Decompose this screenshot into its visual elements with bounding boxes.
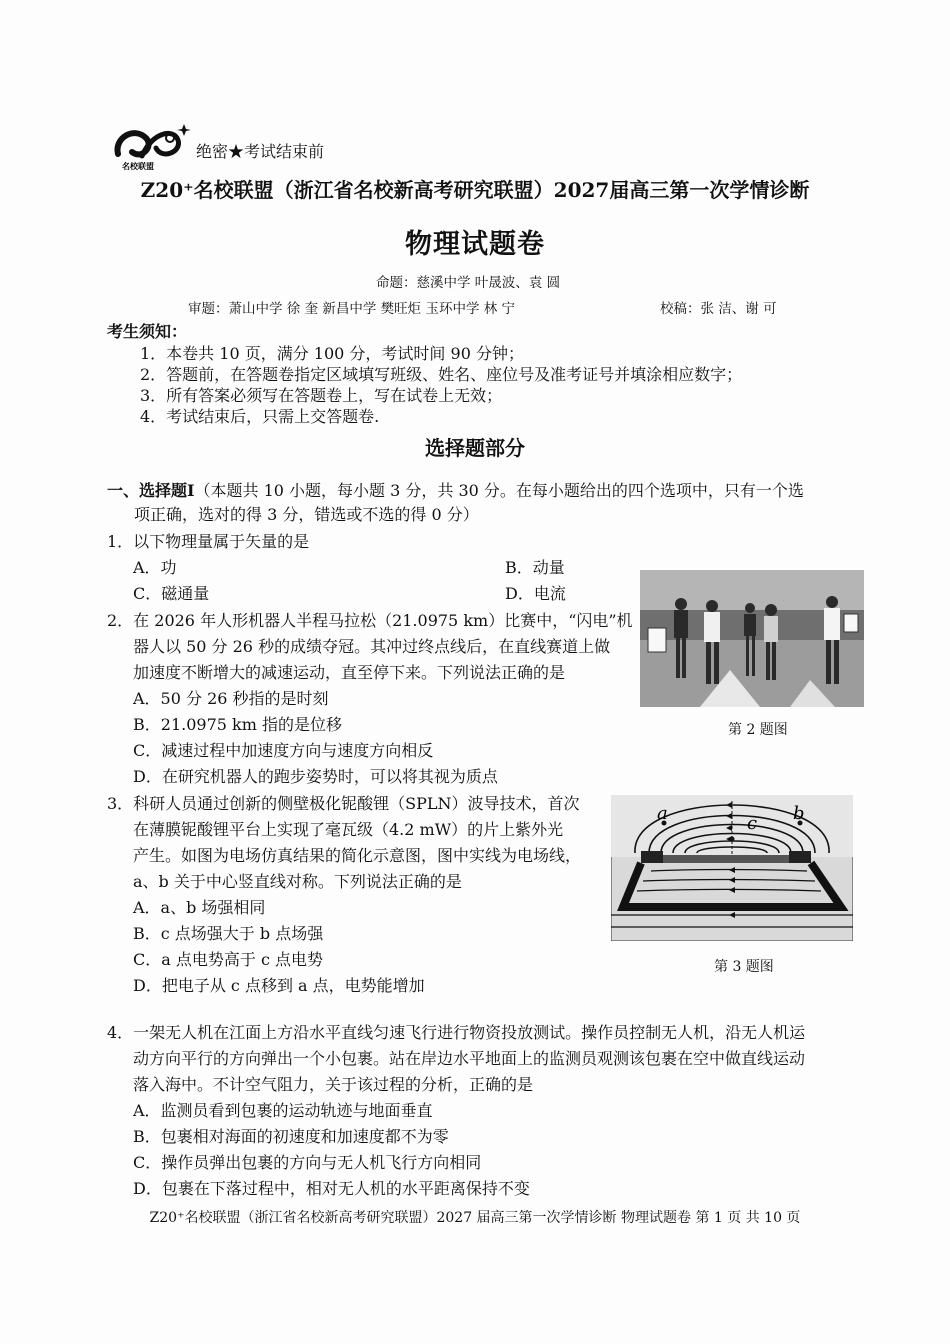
option-b: B．c 点场强大于 b 点场强 xyxy=(133,924,324,943)
option-a: A．监测员看到包裹的运动轨迹与地面垂直 xyxy=(133,1101,433,1120)
option-b: B．21.0975 km 指的是位移 xyxy=(133,715,342,734)
credits-proofreaders: 校稿：张 洁、谢 可 xyxy=(660,301,777,317)
figure-caption: 第 2 题图 xyxy=(728,722,788,738)
question-line: 动方向平行的方向弹出一个小包裹。站在岸边水平地面上的监测员观测该包裹在空中做直线运动 xyxy=(133,1049,806,1068)
option-a: A．功 xyxy=(133,558,177,577)
question-line: 4．一架无人机在江面上方沿水平直线匀速飞行进行物资投放测试。操作员控制无人机，沿无人机运 xyxy=(107,1023,806,1042)
question-stem: 1．以下物理量属于矢量的是 xyxy=(107,532,310,551)
point-label-c: c xyxy=(747,813,758,834)
alliance-logo xyxy=(112,120,192,172)
org-title: Z20⁺名校联盟（浙江省名校新高考研究联盟）2027届高三第一次学情诊断 xyxy=(140,178,810,202)
option-a: A．a、b 场强相同 xyxy=(133,898,266,917)
option-a: A．50 分 26 秒指的是时刻 xyxy=(133,689,329,708)
point-label-b: b xyxy=(793,803,805,824)
robot-marathon-photo xyxy=(640,570,864,707)
part-heading: 一、选择题Ⅰ xyxy=(107,481,195,500)
paper-title: 物理试题卷 xyxy=(405,229,545,260)
notice-item: 2．答题前，在答题卷指定区域填写班级、姓名、座位号及准考证号并填涂相应数字； xyxy=(140,365,743,384)
question-line: 产生。如图为电场仿真结果的简化示意图，图中实线为电场线， xyxy=(133,846,582,865)
option-b: B．动量 xyxy=(505,558,565,577)
option-c: C．a 点电势高于 c 点电势 xyxy=(133,950,324,969)
question-line: 器人以 50 分 26 秒的成绩夺冠。其冲过终点线后，在直线赛道上做 xyxy=(133,637,611,656)
option-c: C．操作员弹出包裹的方向与无人机飞行方向相同 xyxy=(133,1153,482,1172)
figure-caption: 第 3 题图 xyxy=(714,959,774,975)
credits-authors: 命题：慈溪中学 叶晟波、袁 圆 xyxy=(376,275,561,291)
notice-item: 1．本卷共 10 页，满分 100 分，考试时间 90 分钟； xyxy=(140,344,524,363)
notice-item: 4．考试结束后，只需上交答题卷. xyxy=(140,407,380,426)
option-d: D．包裹在下落过程中，相对无人机的水平距离保持不变 xyxy=(133,1179,530,1198)
secret-label: 绝密★考试结束前 xyxy=(196,142,325,161)
credits-reviewers: 审题：萧山中学 徐 奎 新昌中学 樊旺炬 玉环中学 林 宁 xyxy=(188,301,516,317)
logo-text: 名校联盟 xyxy=(122,162,154,171)
section-title: 选择题部分 xyxy=(425,436,525,460)
question-line: 2．在 2026 年人形机器人半程马拉松（21.0975 km）比赛中，“闪电”机 xyxy=(107,611,633,630)
option-d: D．把电子从 c 点移到 a 点，电势能增加 xyxy=(133,976,425,995)
option-c: C．减速过程中加速度方向与速度方向相反 xyxy=(133,741,434,760)
question-line: 3．科研人员通过创新的侧壁极化铌酸锂（SPLN）波导技术，首次 xyxy=(107,794,580,813)
page-footer: Z20⁺名校联盟（浙江省名校新高考研究联盟）2027 届高三第一次学情诊断 物理试题卷 第 1 页 共 10 页 xyxy=(149,1210,801,1226)
question-line: 在薄膜铌酸锂平台上实现了毫瓦级（4.2 mW）的片上紫外光 xyxy=(133,820,564,839)
question-line: 加速度不断增大的减速运动，直至停下来。下列说法正确的是 xyxy=(133,663,566,682)
electric-field-figure xyxy=(611,795,853,941)
notice-item: 3．所有答案必须写在答题卷上，写在试卷上无效； xyxy=(140,386,503,405)
part-instruction: （本题共 10 小题，每小题 3 分，共 30 分。在每小题给出的四个选项中，只有一个选 xyxy=(194,481,804,500)
point-label-a: a xyxy=(657,803,668,824)
question-line: a、b 关于中心竖直线对称。下列说法正确的是 xyxy=(133,872,462,891)
notice-title: 考生须知： xyxy=(107,322,188,341)
option-b: B．包裹相对海面的初速度和加速度都不为零 xyxy=(133,1127,449,1146)
option-d: D．电流 xyxy=(505,584,566,603)
option-c: C．磁通量 xyxy=(133,584,210,603)
part-instruction-cont: 项正确，选对的得 3 分，错选或不选的得 0 分） xyxy=(134,505,479,524)
question-line: 落入海中。不计空气阻力，关于该过程的分析，正确的是 xyxy=(133,1075,534,1094)
option-d: D．在研究机器人的跑步姿势时，可以将其视为质点 xyxy=(133,767,498,786)
